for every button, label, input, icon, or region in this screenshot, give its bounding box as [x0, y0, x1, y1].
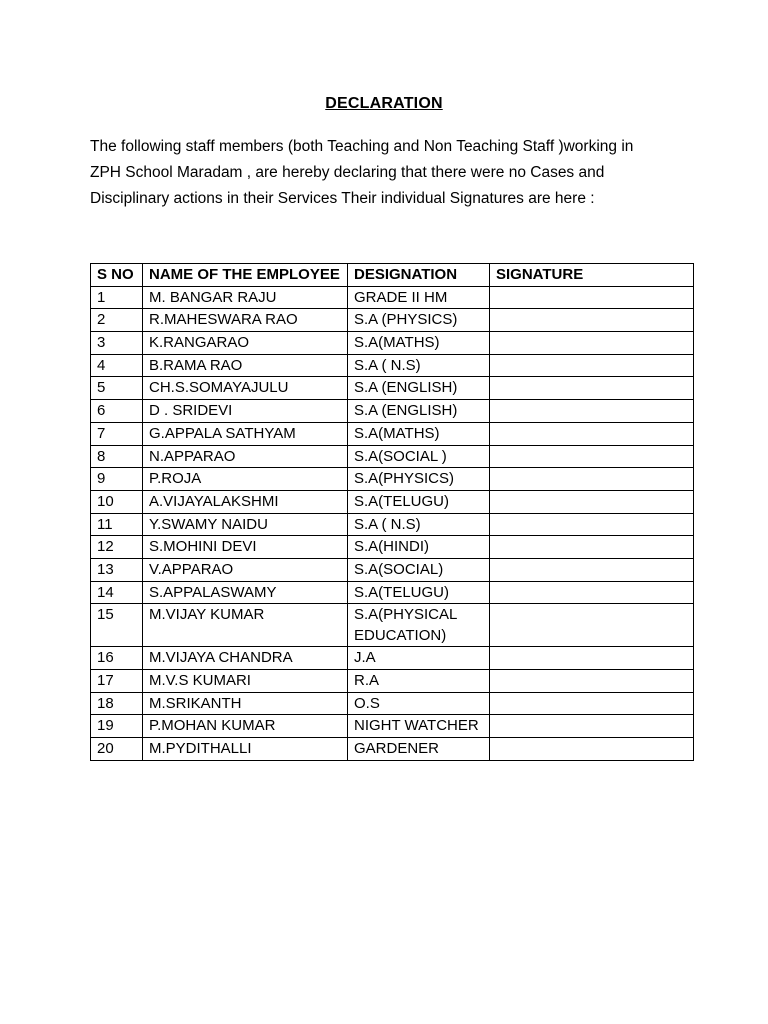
cell-designation: S.A(SOCIAL)	[348, 558, 490, 581]
cell-signature[interactable]	[490, 309, 694, 332]
cell-sno: 10	[91, 490, 143, 513]
cell-sno: 17	[91, 670, 143, 693]
cell-employee-name: M.VIJAY KUMAR	[143, 604, 348, 647]
cell-sno: 13	[91, 558, 143, 581]
cell-designation: GRADE II HM	[348, 286, 490, 309]
cell-signature[interactable]	[490, 604, 694, 647]
table-row	[91, 581, 694, 604]
cell-signature[interactable]	[490, 715, 694, 738]
cell-designation: S.A(TELUGU)	[348, 490, 490, 513]
table-row	[91, 738, 694, 761]
cell-employee-name: R.MAHESWARA RAO	[143, 309, 348, 332]
cell-designation: S.A (PHYSICS)	[348, 309, 490, 332]
cell-sno: 16	[91, 647, 143, 670]
cell-designation: S.A(PHYSICS)	[348, 468, 490, 491]
cell-designation: J.A	[348, 647, 490, 670]
cell-designation: S.A (ENGLISH)	[348, 377, 490, 400]
cell-sno: 18	[91, 692, 143, 715]
table-body	[91, 286, 694, 760]
table-row	[91, 536, 694, 559]
cell-employee-name: K.RANGARAO	[143, 332, 348, 355]
cell-employee-name: M.VIJAYA CHANDRA	[143, 647, 348, 670]
cell-signature[interactable]	[490, 468, 694, 491]
cell-employee-name: M.PYDITHALLI	[143, 738, 348, 761]
header-name: NAME OF THE EMPLOYEE	[143, 264, 348, 287]
cell-sno: 8	[91, 445, 143, 468]
table-row	[91, 332, 694, 355]
cell-signature[interactable]	[490, 536, 694, 559]
cell-signature[interactable]	[490, 558, 694, 581]
cell-employee-name: V.APPARAO	[143, 558, 348, 581]
cell-sno: 2	[91, 309, 143, 332]
cell-designation: R.A	[348, 670, 490, 693]
cell-employee-name: A.VIJAYALAKSHMI	[143, 490, 348, 513]
table-header-row	[91, 264, 694, 287]
cell-signature[interactable]	[490, 647, 694, 670]
cell-employee-name: M.V.S KUMARI	[143, 670, 348, 693]
cell-sno: 14	[91, 581, 143, 604]
cell-designation: S.A(HINDI)	[348, 536, 490, 559]
cell-signature[interactable]	[490, 286, 694, 309]
table-row	[91, 715, 694, 738]
cell-designation: S.A (ENGLISH)	[348, 400, 490, 423]
cell-sno: 19	[91, 715, 143, 738]
cell-designation: GARDENER	[348, 738, 490, 761]
cell-signature[interactable]	[490, 490, 694, 513]
cell-sno: 15	[91, 604, 143, 647]
table-row	[91, 647, 694, 670]
table-row	[91, 377, 694, 400]
cell-employee-name: S.APPALASWAMY	[143, 581, 348, 604]
cell-designation: S.A(PHYSICAL EDUCATION)	[348, 604, 490, 647]
cell-sno: 20	[91, 738, 143, 761]
cell-designation: S.A ( N.S)	[348, 513, 490, 536]
cell-sno: 6	[91, 400, 143, 423]
cell-sno: 7	[91, 422, 143, 445]
intro-line: ZPH School Maradam , are hereby declaring that there were no Cases and	[90, 164, 605, 181]
cell-sno: 1	[91, 286, 143, 309]
cell-employee-name: M. BANGAR RAJU	[143, 286, 348, 309]
cell-employee-name: CH.S.SOMAYAJULU	[143, 377, 348, 400]
table-row	[91, 692, 694, 715]
cell-signature[interactable]	[490, 332, 694, 355]
cell-sno: 12	[91, 536, 143, 559]
table-row	[91, 400, 694, 423]
cell-designation: O.S	[348, 692, 490, 715]
cell-employee-name: Y.SWAMY NAIDU	[143, 513, 348, 536]
table-row	[91, 490, 694, 513]
cell-signature[interactable]	[490, 513, 694, 536]
table-row	[91, 670, 694, 693]
cell-sno: 4	[91, 354, 143, 377]
cell-designation: S.A(MATHS)	[348, 422, 490, 445]
cell-sno: 9	[91, 468, 143, 491]
cell-sno: 11	[91, 513, 143, 536]
cell-employee-name: S.MOHINI DEVI	[143, 536, 348, 559]
cell-signature[interactable]	[490, 581, 694, 604]
cell-signature[interactable]	[490, 354, 694, 377]
cell-sno: 3	[91, 332, 143, 355]
cell-employee-name: G.APPALA SATHYAM	[143, 422, 348, 445]
table-row	[91, 354, 694, 377]
page-title: DECLARATION	[325, 95, 443, 112]
header-sno: S NO	[91, 264, 143, 287]
cell-signature[interactable]	[490, 422, 694, 445]
cell-employee-name: B.RAMA RAO	[143, 354, 348, 377]
cell-designation: S.A(TELUGU)	[348, 581, 490, 604]
table-row	[91, 604, 694, 647]
cell-signature[interactable]	[490, 377, 694, 400]
cell-employee-name: P.MOHAN KUMAR	[143, 715, 348, 738]
cell-designation: S.A(MATHS)	[348, 332, 490, 355]
cell-designation: NIGHT WATCHER	[348, 715, 490, 738]
cell-employee-name: M.SRIKANTH	[143, 692, 348, 715]
intro-line: The following staff members (both Teaching and Non Teaching Staff )working in	[90, 138, 634, 155]
table-row	[91, 445, 694, 468]
header-signature: SIGNATURE	[490, 264, 694, 287]
staff-table	[90, 263, 694, 761]
header-designation: DESIGNATION	[348, 264, 490, 287]
cell-signature[interactable]	[490, 445, 694, 468]
cell-sno: 5	[91, 377, 143, 400]
table-row	[91, 309, 694, 332]
cell-designation: S.A ( N.S)	[348, 354, 490, 377]
intro-line: Disciplinary actions in their Services Their individual Signatures are here :	[90, 190, 595, 207]
cell-signature[interactable]	[490, 738, 694, 761]
cell-signature[interactable]	[490, 400, 694, 423]
cell-signature[interactable]	[490, 692, 694, 715]
cell-employee-name: D . SRIDEVI	[143, 400, 348, 423]
table-row	[91, 513, 694, 536]
table-row	[91, 558, 694, 581]
table-row	[91, 468, 694, 491]
intro-paragraph	[90, 134, 690, 212]
cell-employee-name: P.ROJA	[143, 468, 348, 491]
cell-employee-name: N.APPARAO	[143, 445, 348, 468]
table-row	[91, 286, 694, 309]
table-row	[91, 422, 694, 445]
cell-signature[interactable]	[490, 670, 694, 693]
cell-designation: S.A(SOCIAL )	[348, 445, 490, 468]
